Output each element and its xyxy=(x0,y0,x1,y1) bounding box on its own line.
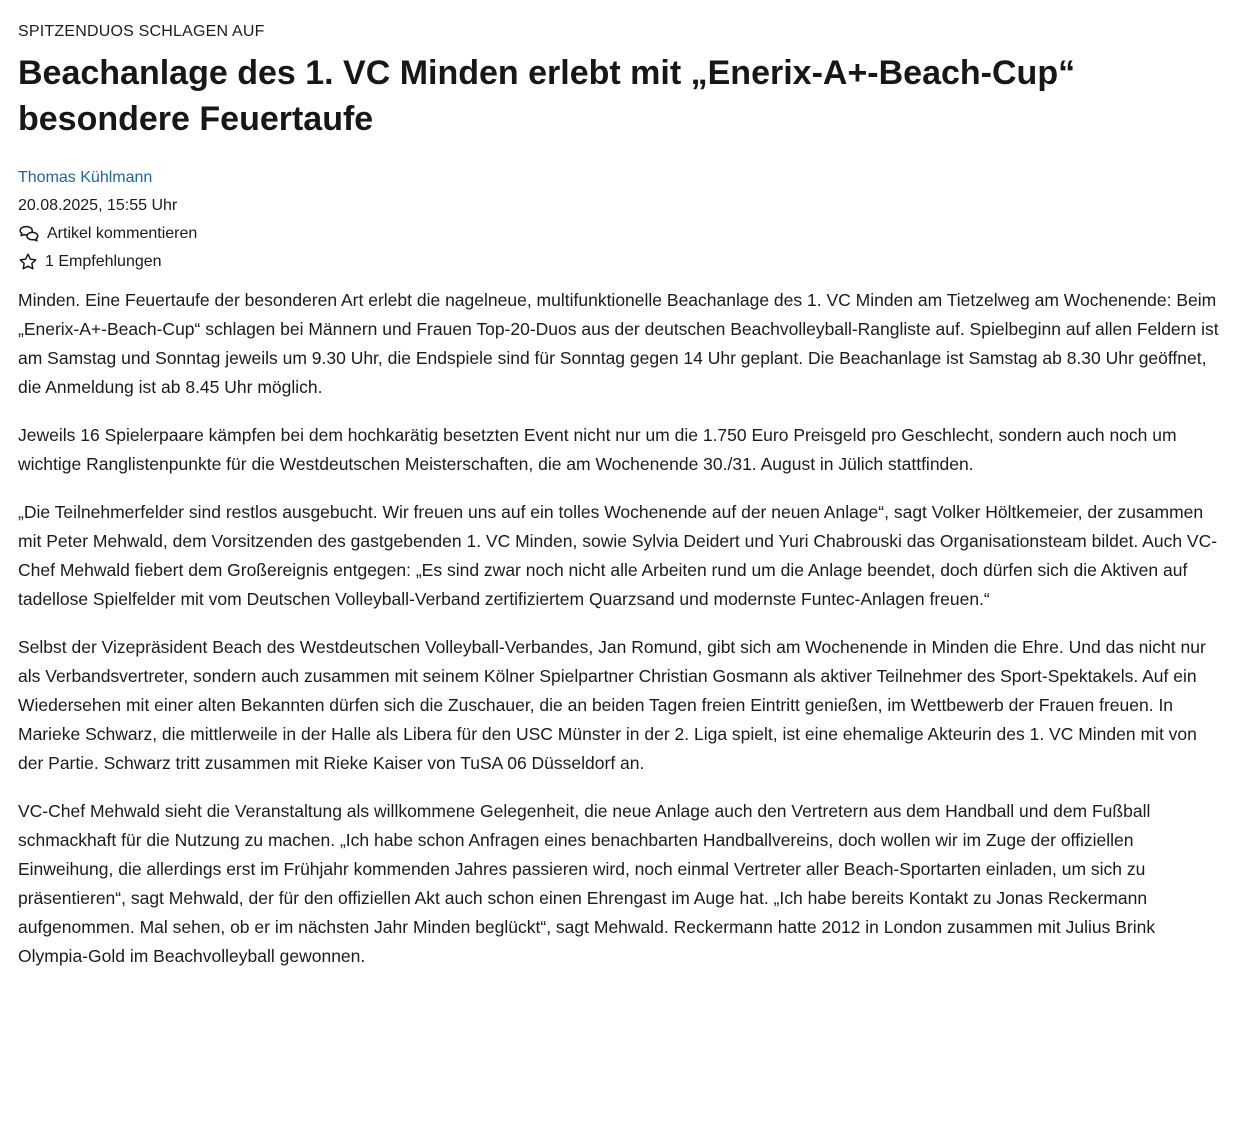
comment-article-link[interactable] xyxy=(18,224,197,244)
article-paragraph: „Die Teilnehmerfelder sind restlos ausgebucht. Wir freuen uns auf ein tolles Wochenende auf der neuen Anlage“, sagt Volker Höltkemeier, der zusammen mit Peter Mehwald, dem Vorsitzenden des gastgebenden 1. VC Minden, sowie Sylvia Deidert und Yuri Chabrouski das Organisationsteam bildet. Auch VC-Chef Mehwald fiebert dem Großereignis entgegen: „Es sind zwar noch nicht alle Arbeiten rund um die Anlage beendet, doch dürfen sich die Aktiven auf tadellose Spielfelder mit vom Deutschen Volleyball-Verband zertifiziertem Quarzsand und modernste Funtec-Anlagen freuen.“ xyxy=(18,502,1218,609)
article-body xyxy=(18,286,1223,971)
article-kicker: SPITZENDUOS SCHLAGEN AUF xyxy=(18,23,265,40)
comment-article-label: Artikel kommentieren xyxy=(47,225,198,242)
star-icon xyxy=(18,252,38,272)
speech-bubbles-icon xyxy=(18,224,40,244)
article-headline: Beachanlage des 1. VC Minden erlebt mit „Enerix-A+-Beach-Cup“ besondere Feuertaufe xyxy=(18,54,1076,138)
publish-date: 20.08.2025, 15:55 Uhr xyxy=(18,197,178,214)
article-paragraph: Jeweils 16 Spielerpaare kämpfen bei dem hochkarätig besetzten Event nicht nur um die 1.750 Euro Preisgeld pro Geschlecht, sondern auch noch um wichtige Ranglistenpunkte für die Westdeutschen Meisterschaften, die am Wochenende 30./31. August in Jülich stattfinden. xyxy=(18,425,1177,474)
article-paragraph: VC-Chef Mehwald sieht die Veranstaltung als willkommene Gelegenheit, die neue Anlage auch den Vertretern aus dem Handball und dem Fußball schmackhaft für die Nutzung zu machen. „Ich habe schon Anfragen eines benachbarten Handballvereins, doch wollen wir im Zuge der offiziellen Einweihung, die allerdings erst im Frühjahr kommenden Jahres passieren wird, noch einmal Vertreter aller Beach-Sportarten einladen, um sich zu präsentieren“, sagt Mehwald, der für den offiziellen Akt auch schon einen Ehrengast im Auge hat. „Ich habe bereits Kontakt zu Jonas Reckermann aufgenommen. Mal sehen, ob er im nächsten Jahr Minden beglückt“, sagt Mehwald. Reckermann hatte 2012 in London zusammen mit Julius Brink Olympia-Gold im Beachvolleyball gewonnen. xyxy=(18,801,1156,966)
author-link[interactable]: Thomas Kühlmann xyxy=(18,169,153,186)
recommend-label: 1 Empfehlungen xyxy=(45,253,162,270)
article-paragraph: Minden. Eine Feuertaufe der besonderen Art erlebt die nagelneue, multifunktionelle Beachanlage des 1. VC Minden am Tietzelweg am Wochenende: Beim „Enerix-A+-Beach-Cup“ schlagen bei Männern und Frauen Top-20-Duos aus der deutschen Beachvolleyball-Rangliste auf. Spielbeginn auf allen Feldern ist am Samstag und Sonntag jeweils um 9.30 Uhr, die Endspiele sind für Sonntag gegen 14 Uhr geplant. Die Beachanlage ist Samstag ab 8.30 Uhr geöffnet, die Anmeldung ist ab 8.45 Uhr möglich. xyxy=(18,290,1219,397)
article-paragraph: Selbst der Vizepräsident Beach des Westdeutschen Volleyball-Verbandes, Jan Romund, gibt sich am Wochenende in Minden die Ehre. Und das nicht nur als Verbandsvertreter, sondern auch zusammen mit seinem Kölner Spielpartner Christian Gosmann als aktiver Teilnehmer des Sport-Spektakels. Auf ein Wiedersehen mit einer alten Bekannten dürfen sich die Zuschauer, die an beiden Tagen freien Eintritt genießen, im Wettbewerb der Frauen freuen. In Marieke Schwarz, die mittlerweile in der Halle als Libera für den USC Münster in der 2. Liga spielt, ist eine ehemalige Akteurin des 1. VC Minden mit von der Partie. Schwarz tritt zusammen mit Rieke Kaiser von TuSA 06 Düsseldorf an. xyxy=(18,637,1206,773)
recommend-row[interactable] xyxy=(18,252,162,272)
